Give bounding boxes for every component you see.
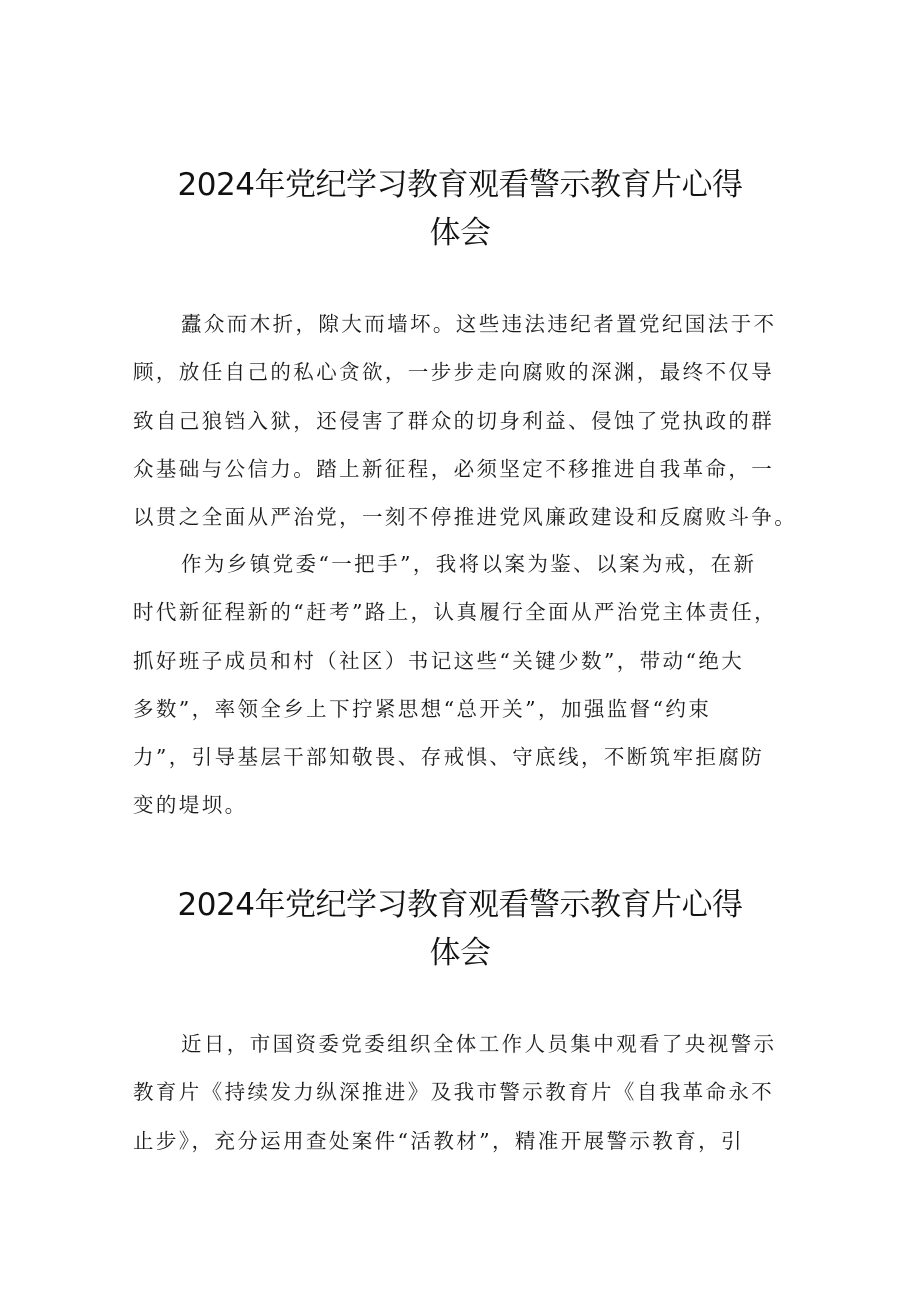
paragraph-line: 致自己狼铛入狱，还侵害了群众的切身利益、侵蚀了党执政的群	[133, 408, 775, 433]
paragraph	[133, 1020, 799, 1165]
paragraph-line: 力”，引导基层干部知敬畏、存戒惧、守底线，不断筑牢拒腐防	[133, 745, 765, 770]
paragraph	[133, 300, 799, 541]
article-title-line: 体会	[429, 215, 491, 251]
paragraph-line: 顾，放任自己的私心贪欲，一步步走向腐败的深渊，最终不仅导	[133, 360, 775, 385]
article-title	[0, 161, 920, 257]
paragraph-line: 以贯之全面从严治党，一刻不停推进党风廉政建设和反腐败斗争。	[133, 505, 798, 530]
paragraph-line: 多数”，率领全乡上下拧紧思想“总开关”，加强监督“约束	[133, 696, 712, 721]
paragraph-line: 止步》，充分运用查处案件“活教材”，精准开展警示教育，引	[133, 1128, 744, 1153]
paragraph-line: 变的堤坝。	[133, 793, 248, 818]
paragraph-line: 时代新征程新的“赶考”路上，认真履行全面从严治党主体责任，	[133, 600, 778, 625]
paragraph-line: 作为乡镇党委“一把手”，我将以案为鉴、以案为戒，在新	[181, 552, 757, 576]
article-title-line: 2024年党纪学习教育观看警示教育片心得	[177, 167, 743, 203]
paragraph-line: 抓好班子成员和村（社区）书记这些“关键少数”，带动“绝大	[133, 648, 745, 673]
paragraph-line: 教育片《持续发力纵深推进》及我市警示教育片《自我革命永不	[133, 1080, 775, 1105]
paragraph-line: 蠹众而木折，隙大而墙坏。这些违法违纪者置党纪国法于不	[181, 312, 777, 336]
article-title-line: 2024年党纪学习教育观看警示教育片心得	[177, 887, 743, 923]
article-title-line: 体会	[429, 935, 491, 971]
article-title	[0, 881, 920, 977]
paragraph-line: 近日，市国资委党委组织全体工作人员集中观看了央视警示	[181, 1032, 777, 1056]
paragraph	[133, 540, 799, 830]
paragraph-line: 众基础与公信力。踏上新征程，必须坚定不移推进自我革命，一	[133, 456, 775, 481]
